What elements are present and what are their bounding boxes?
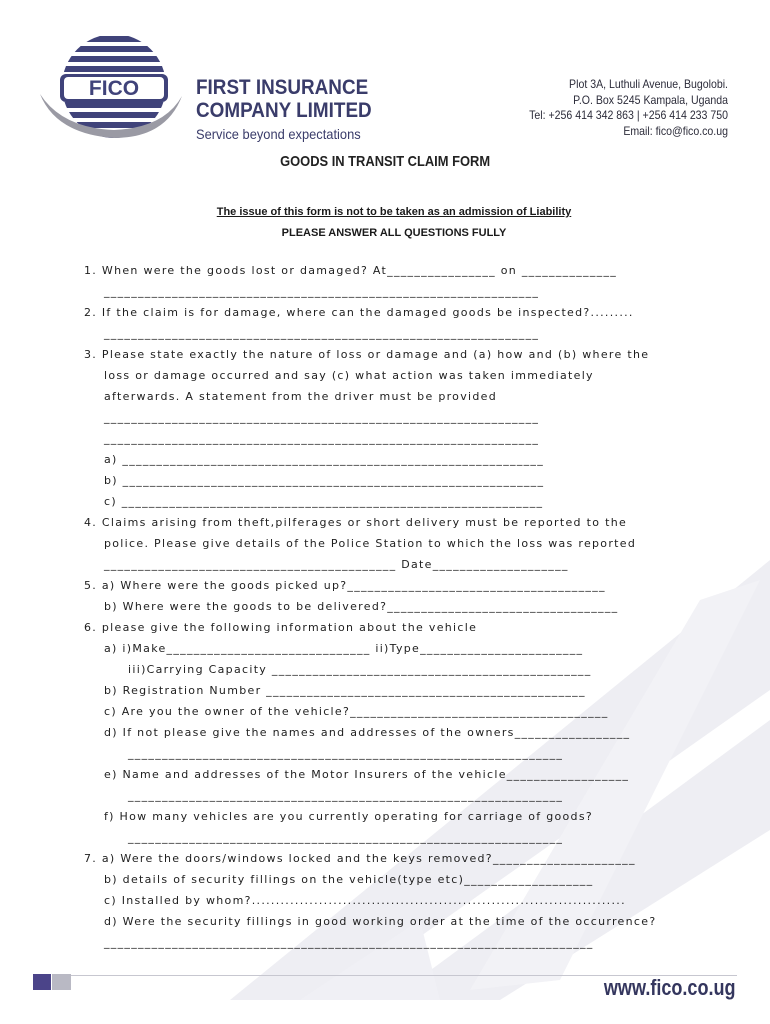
footer-grey-square — [52, 974, 71, 990]
company-logo — [36, 30, 182, 142]
question-5b[interactable]: b) Where were the goods to be delivered?__________________________________ — [104, 600, 619, 613]
company-name-line2: COMPANY LIMITED — [196, 99, 372, 122]
address-line: P.O. Box 5245 Kampala, Uganda — [573, 92, 728, 107]
question-5a[interactable]: 5. a) Where were the goods picked up?______________________________________ — [84, 579, 606, 592]
question-7b[interactable]: b) details of security fillings on the vehicle(type etc)___________________ — [104, 873, 594, 886]
vehicle-capacity[interactable]: iii)Carrying Capacity _______________________________________________ — [128, 663, 592, 676]
owners-details[interactable]: d) If not please give the names and addresses of the owners_________________ — [104, 726, 631, 739]
question-7a[interactable]: 7. a) Were the doors/windows locked and the keys removed?_____________________ — [84, 852, 636, 865]
question-6: 6. please give the following information about the vehicle — [84, 621, 478, 634]
registration-number[interactable]: b) Registration Number _______________________________________________ — [104, 684, 586, 697]
question-3-text: afterwards. A statement from the driver must be provided — [104, 390, 498, 403]
email-line: Email: fico@fico.co.ug — [623, 123, 728, 138]
company-tagline: Service beyond expectations — [196, 126, 361, 142]
vehicle-make-type[interactable]: a) i)Make______________________________ ii)Type________________________ — [104, 642, 584, 655]
address-line: Plot 3A, Luthuli Avenue, Bugolobi. — [569, 77, 728, 91]
answer-line[interactable]: ________________________________________________________________ — [104, 327, 540, 340]
liability-notice: The issue of this form is not to be taken as an admission of Liability — [216, 206, 572, 218]
form-title-text: GOODS IN TRANSIT CLAIM FORM — [280, 153, 490, 170]
vehicle-owner-question[interactable]: c) Are you the owner of the vehicle?______________________________________ — [104, 705, 609, 718]
instruction-text: PLEASE ANSWER ALL QUESTIONS FULLY — [281, 227, 507, 239]
question-4-text: police. Please give details of the Police Station to which the loss was reported — [104, 537, 637, 550]
website-text: www.fico.co.ug — [604, 975, 736, 1000]
question-4: 4. Claims arising from theft,pilferages or short delivery must be reported to the — [84, 516, 628, 529]
question-7c[interactable]: c) Installed by whom?.............................................................................. — [104, 894, 626, 907]
answer-line[interactable]: ________________________________________________________________ — [104, 285, 540, 298]
answer-line[interactable]: ________________________________________________________________ — [128, 747, 564, 760]
footer-website — [575, 975, 736, 1001]
company-name-line1: FIRST INSURANCE — [196, 76, 369, 99]
police-station-date-line[interactable]: ___________________________________________ Date____________________ — [104, 558, 569, 571]
company-block — [196, 76, 391, 142]
phone-line: Tel: +256 414 342 863 | +256 414 233 750 — [529, 108, 728, 122]
answer-line[interactable]: ________________________________________________________________ — [104, 411, 540, 424]
question-3: 3. Please state exactly the nature of loss or damage and (a) how and (b) where the — [84, 348, 650, 361]
answer-line[interactable]: ________________________________________________________________ — [128, 789, 564, 802]
footer-accent-square — [33, 974, 51, 990]
answer-line-b[interactable]: b) ______________________________________________________________ — [104, 474, 545, 487]
answer-line-c[interactable]: c) ______________________________________________________________ — [104, 495, 544, 508]
motor-insurers[interactable]: e) Name and addresses of the Motor Insurers of the vehicle__________________ — [104, 768, 630, 781]
logo-text: FICO — [88, 77, 140, 100]
question-7d: d) Were the security fillings in good working order at the time of the occurrence? — [104, 915, 657, 928]
answer-line[interactable]: ________________________________________________________________ — [128, 831, 564, 844]
answer-line-a[interactable]: a) ______________________________________________________________ — [104, 453, 545, 466]
answer-line[interactable]: ________________________________________________________________________ — [104, 936, 594, 949]
form-title — [0, 153, 770, 170]
company-address — [502, 77, 728, 139]
vehicles-count-question: f) How many vehicles are you currently operating for carriage of goods? — [104, 810, 593, 823]
question-1[interactable]: 1. When were the goods lost or damaged? At________________ on ______________ — [84, 264, 618, 277]
question-3-text: loss or damage occurred and say (c) what action was taken immediately — [104, 369, 594, 382]
question-2[interactable]: 2. If the claim is for damage, where can the damaged goods be inspected?......... — [84, 306, 634, 319]
answer-line[interactable]: ________________________________________________________________ — [104, 432, 540, 445]
